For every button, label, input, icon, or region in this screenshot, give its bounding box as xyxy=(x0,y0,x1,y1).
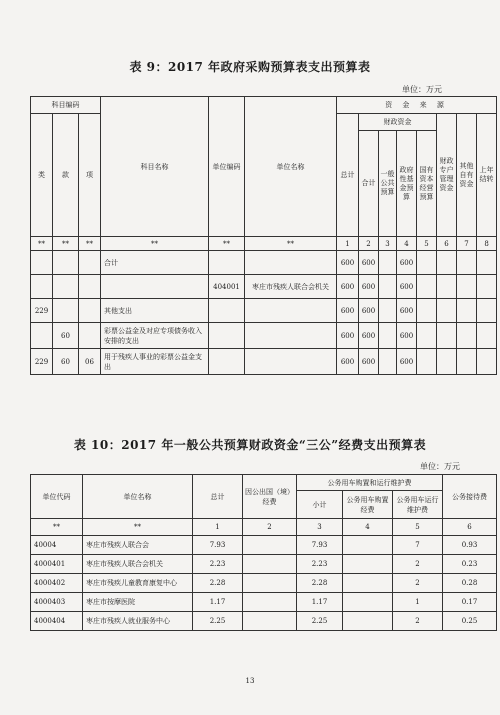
cell-empty xyxy=(457,275,477,299)
cell-general xyxy=(379,349,397,375)
cell-unit-code: 4000401 xyxy=(31,555,83,574)
index-cell: ** xyxy=(79,237,101,251)
cell-kuan: 60 xyxy=(53,323,79,349)
cell-operation: 2 xyxy=(393,612,443,631)
cell-empty xyxy=(417,349,437,375)
cell-purchase xyxy=(343,536,393,555)
cell-empty xyxy=(457,251,477,275)
cell-unit-code: 404001 xyxy=(209,275,245,299)
cell-empty xyxy=(477,275,497,299)
header-unit-name: 单位名称 xyxy=(83,475,193,519)
cell-unit-code: 4000404 xyxy=(31,612,83,631)
cell-unit-name: 枣庄市残疾儿童教育康复中心 xyxy=(83,574,193,593)
table-row xyxy=(31,536,497,555)
cell-total: 7.93 xyxy=(193,536,243,555)
cell-abroad xyxy=(243,612,297,631)
table9-title: 表 9：2017 年政府采购预算表支出预算表 xyxy=(129,60,371,74)
cell-subject-name: 其他支出 xyxy=(101,299,209,323)
cell-xiang: 06 xyxy=(79,349,101,375)
cell-subtotal: 2.23 xyxy=(297,555,343,574)
cell-subtotal: 600 xyxy=(359,251,379,275)
cell-reception: 0.17 xyxy=(443,593,497,612)
cell-general xyxy=(379,323,397,349)
header-vehicle-group: 公务用车购置和运行维护费 xyxy=(297,475,443,491)
cell-subtotal: 600 xyxy=(359,349,379,375)
cell-xiang xyxy=(79,323,101,349)
header-fund-source: 资 金 来 源 xyxy=(337,97,497,114)
cell-unit-name xyxy=(245,323,337,349)
table-row xyxy=(31,593,497,612)
cell-empty xyxy=(477,323,497,349)
cell-fund: 600 xyxy=(397,349,417,375)
cell-kuan xyxy=(53,251,79,275)
cell-purchase xyxy=(343,555,393,574)
index-cell: 1 xyxy=(337,237,359,251)
cell-lei: 229 xyxy=(31,299,53,323)
cell-empty xyxy=(477,349,497,375)
index-cell: 5 xyxy=(417,237,437,251)
cell-empty xyxy=(457,299,477,323)
cell-unit-name xyxy=(245,251,337,275)
table-row xyxy=(31,612,497,631)
cell-empty xyxy=(417,275,437,299)
cell-subtotal: 600 xyxy=(359,299,379,323)
cell-fund: 600 xyxy=(397,299,417,323)
cell-subtotal: 2.25 xyxy=(297,612,343,631)
cell-fund: 600 xyxy=(397,323,417,349)
cell-xiang xyxy=(79,275,101,299)
header-fund-budget: 政府性基金预算 xyxy=(397,131,417,237)
table10-unit: 单位：万元 xyxy=(420,462,460,471)
header-code-group: 科目编码 xyxy=(31,97,101,114)
header-total: 总计 xyxy=(337,114,359,237)
index-cell: 3 xyxy=(379,237,397,251)
cell-general xyxy=(379,275,397,299)
cell-unit-name: 枣庄市残疾人就业服务中心 xyxy=(83,612,193,631)
cell-unit-name: 枣庄市残疾人联合会机关 xyxy=(83,555,193,574)
cell-subject-name: 彩票公益金及对应专项债务收入安排的支出 xyxy=(101,323,209,349)
cell-reception: 0.23 xyxy=(443,555,497,574)
header-general-budget: 一般公共预算 xyxy=(379,131,397,237)
index-cell: 4 xyxy=(397,237,417,251)
header-state-capital: 国有资本经营预算 xyxy=(417,131,437,237)
cell-total: 2.28 xyxy=(193,574,243,593)
cell-fund: 600 xyxy=(397,251,417,275)
table-row xyxy=(31,349,497,375)
table9-unit: 单位：万元 xyxy=(402,85,442,94)
cell-unit-name xyxy=(245,299,337,323)
cell-empty xyxy=(457,323,477,349)
cell-total: 600 xyxy=(337,299,359,323)
cell-reception: 0.93 xyxy=(443,536,497,555)
index-cell: ** xyxy=(53,237,79,251)
cell-empty xyxy=(437,275,457,299)
cell-abroad xyxy=(243,593,297,612)
header-fiscal: 财政资金 xyxy=(359,114,437,131)
header-subject-name: 科目名称 xyxy=(101,97,209,237)
index-cell: 7 xyxy=(457,237,477,251)
cell-unit-code xyxy=(209,251,245,275)
index-cell: ** xyxy=(209,237,245,251)
cell-abroad xyxy=(243,574,297,593)
index-cell: ** xyxy=(31,237,53,251)
header-kuan: 款 xyxy=(53,114,79,237)
index-cell: 2 xyxy=(243,519,297,536)
cell-general xyxy=(379,299,397,323)
table9 xyxy=(30,96,497,375)
cell-lei xyxy=(31,275,53,299)
cell-abroad xyxy=(243,555,297,574)
cell-subtotal: 600 xyxy=(359,323,379,349)
cell-unit-code xyxy=(209,323,245,349)
cell-operation: 2 xyxy=(393,574,443,593)
index-cell: ** xyxy=(101,237,209,251)
header-carryover: 上年结转 xyxy=(477,114,497,237)
cell-total: 2.25 xyxy=(193,612,243,631)
table-row xyxy=(31,251,497,275)
cell-lei: 229 xyxy=(31,349,53,375)
index-cell: 2 xyxy=(359,237,379,251)
cell-purchase xyxy=(343,593,393,612)
index-cell: 5 xyxy=(393,519,443,536)
cell-kuan xyxy=(53,299,79,323)
cell-subject-name: 用于残疾人事业的彩票公益金支出 xyxy=(101,349,209,375)
table-row xyxy=(31,555,497,574)
cell-subtotal: 600 xyxy=(359,275,379,299)
cell-subtotal: 1.17 xyxy=(297,593,343,612)
cell-subtotal: 2.28 xyxy=(297,574,343,593)
table10 xyxy=(30,474,497,631)
cell-empty xyxy=(417,323,437,349)
header-purchase: 公务用车购置经费 xyxy=(343,491,393,519)
cell-general xyxy=(379,251,397,275)
header-own-funds: 其他自有资金 xyxy=(457,114,477,237)
cell-unit-name xyxy=(245,349,337,375)
cell-lei xyxy=(31,251,53,275)
cell-xiang xyxy=(79,299,101,323)
header-unit-name: 单位名称 xyxy=(245,97,337,237)
index-cell: ** xyxy=(83,519,193,536)
header-operation: 公务用车运行维护费 xyxy=(393,491,443,519)
cell-empty xyxy=(437,349,457,375)
cell-kuan xyxy=(53,275,79,299)
table-row xyxy=(31,299,497,323)
cell-operation: 2 xyxy=(393,555,443,574)
table10-title: 表 10：2017 年一般公共预算财政资金“三公”经费支出预算表 xyxy=(73,438,427,452)
cell-total: 600 xyxy=(337,251,359,275)
cell-total: 2.23 xyxy=(193,555,243,574)
header-total: 总计 xyxy=(193,475,243,519)
cell-total: 600 xyxy=(337,275,359,299)
cell-operation: 7 xyxy=(393,536,443,555)
cell-empty xyxy=(437,323,457,349)
cell-empty xyxy=(437,299,457,323)
cell-unit-code: 40004 xyxy=(31,536,83,555)
header-subtotal: 小计 xyxy=(297,491,343,519)
cell-total: 1.17 xyxy=(193,593,243,612)
table-row xyxy=(31,323,497,349)
cell-empty xyxy=(437,251,457,275)
index-cell: 3 xyxy=(297,519,343,536)
header-special-account: 财政专户管理资金 xyxy=(437,114,457,237)
header-xiang: 项 xyxy=(79,114,101,237)
header-subtotal: 合计 xyxy=(359,131,379,237)
cell-unit-name: 枣庄市残疾人联合会机关 xyxy=(245,275,337,299)
cell-empty xyxy=(477,251,497,275)
cell-reception: 0.28 xyxy=(443,574,497,593)
table9-index-row xyxy=(31,237,497,251)
cell-reception: 0.25 xyxy=(443,612,497,631)
cell-fund: 600 xyxy=(397,275,417,299)
index-cell: ** xyxy=(245,237,337,251)
page-number: 13 xyxy=(245,677,255,685)
cell-unit-name: 枣庄市残疾人联合会 xyxy=(83,536,193,555)
cell-unit-code: 4000402 xyxy=(31,574,83,593)
cell-unit-code xyxy=(209,299,245,323)
cell-empty xyxy=(417,251,437,275)
index-cell: 6 xyxy=(443,519,497,536)
index-cell: 1 xyxy=(193,519,243,536)
cell-subject-name xyxy=(101,275,209,299)
cell-unit-code xyxy=(209,349,245,375)
cell-lei xyxy=(31,323,53,349)
cell-purchase xyxy=(343,612,393,631)
cell-unit-code: 4000403 xyxy=(31,593,83,612)
cell-purchase xyxy=(343,574,393,593)
index-cell: 6 xyxy=(437,237,457,251)
cell-operation: 1 xyxy=(393,593,443,612)
cell-empty xyxy=(457,349,477,375)
cell-xiang xyxy=(79,251,101,275)
cell-total: 600 xyxy=(337,349,359,375)
header-unit-code: 单位编码 xyxy=(209,97,245,237)
cell-total: 600 xyxy=(337,323,359,349)
cell-kuan: 60 xyxy=(53,349,79,375)
table-row xyxy=(31,275,497,299)
cell-subject-name: 合计 xyxy=(101,251,209,275)
index-cell: 8 xyxy=(477,237,497,251)
header-lei: 类 xyxy=(31,114,53,237)
cell-unit-name: 枣庄市按摩医院 xyxy=(83,593,193,612)
cell-abroad xyxy=(243,536,297,555)
header-unit-code: 单位代码 xyxy=(31,475,83,519)
header-abroad: 因公出国（境）经费 xyxy=(243,475,297,519)
cell-subtotal: 7.93 xyxy=(297,536,343,555)
table10-index-row xyxy=(31,519,497,536)
index-cell: 4 xyxy=(343,519,393,536)
index-cell: ** xyxy=(31,519,83,536)
header-reception: 公务接待费 xyxy=(443,475,497,519)
cell-empty xyxy=(417,299,437,323)
table-row xyxy=(31,574,497,593)
cell-empty xyxy=(477,299,497,323)
